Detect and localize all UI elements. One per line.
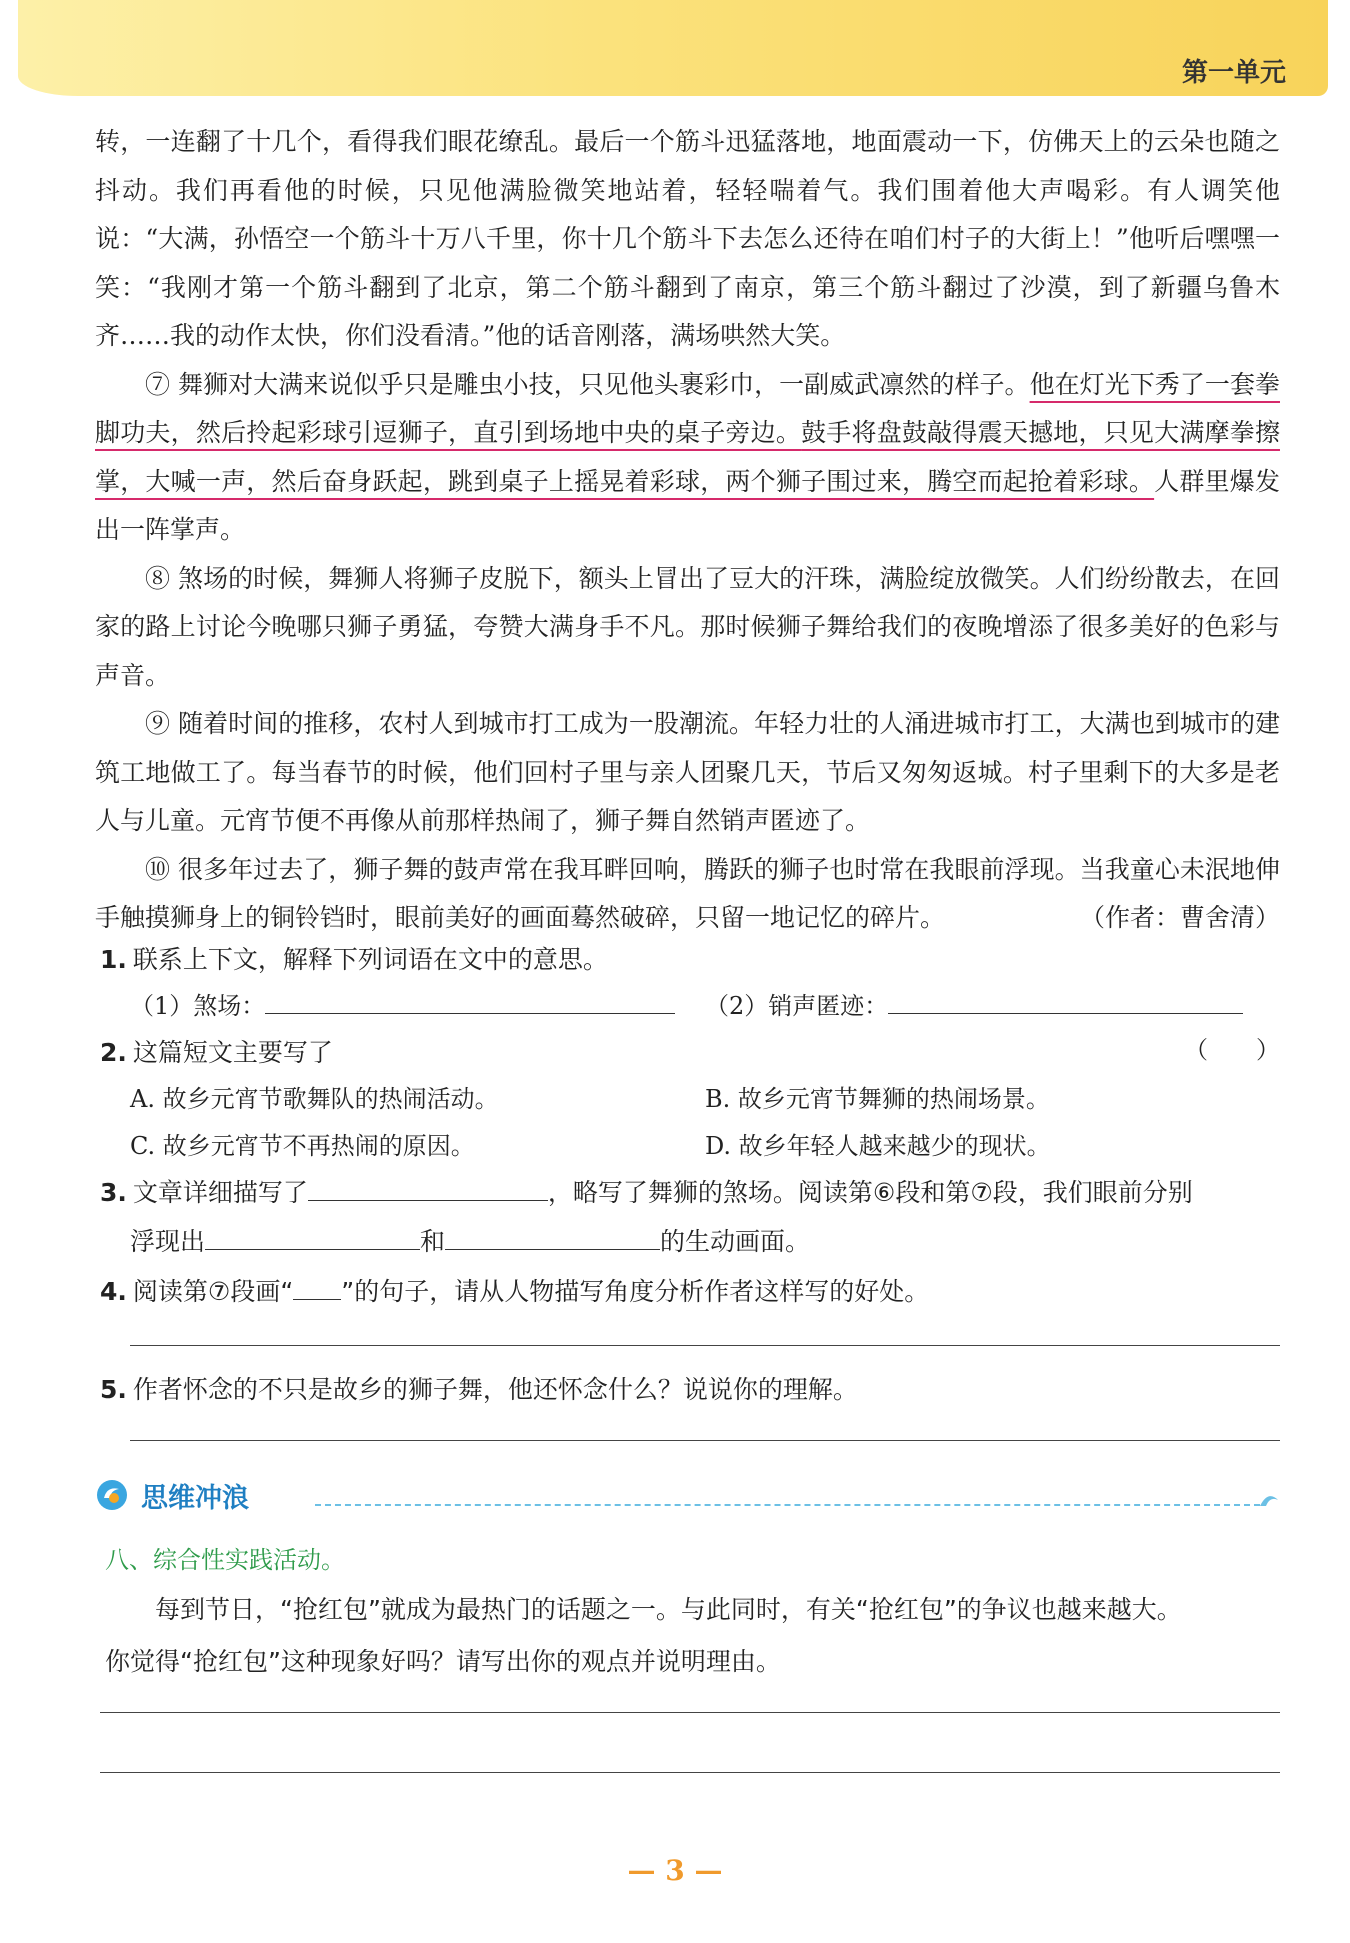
article-body bbox=[95, 118, 1280, 943]
paragraph-10 bbox=[95, 846, 1280, 943]
paragraph-continuation: 转，一连翻了十几个，看得我们眼花缭乱。最后一个筋斗迅猛落地，地面震动一下，仿佛天上的云朵也随之抖动。我们再看他的时候，只见他满脸微笑地站着，轻轻喘着气。我们围着他大声喝彩。有人调笑他说：“大满，孙悟空一个筋斗十万八千里，你十几个筋斗下去怎么还待在咱们村子的大街上！”他听后嘿嘿一笑：“我刚才第一个筋斗翻到了北京，第二个筋斗翻到了南京，第三个筋斗翻过了沙漠，到了新疆乌鲁木齐……我的动作太快，你们没看清。”他的话音刚落，满场哄然大笑。 bbox=[95, 127, 1280, 350]
author-credit: （作者：曹舍清） bbox=[1079, 903, 1280, 932]
paragraph-7 bbox=[95, 361, 1280, 555]
section-divider bbox=[315, 1504, 1260, 1506]
q5-number: 5. bbox=[100, 1375, 127, 1404]
q2-option-a[interactable]: A. 故乡元宵节歌舞队的热闹活动。 bbox=[130, 1085, 499, 1113]
page-number: — 3 — bbox=[627, 1854, 723, 1887]
p7-text: ⑦ 舞狮对大满来说似乎只是雕虫小技，只见他头裹彩巾，一副威武凛然的样子。 bbox=[145, 369, 1030, 399]
wave-icon bbox=[1258, 1486, 1280, 1508]
q3-blank-1[interactable] bbox=[308, 1174, 548, 1201]
q3-text-2: ，略写了舞狮的煞场。阅读第⑥段和第⑦段，我们眼前分别 bbox=[547, 1178, 1193, 1207]
question-4 bbox=[100, 1272, 929, 1308]
q1-a-label: （1）煞场： bbox=[130, 992, 266, 1020]
q3-text-3: 浮现出 bbox=[130, 1227, 206, 1256]
header-banner bbox=[18, 0, 1328, 96]
q3-blank-3[interactable] bbox=[445, 1223, 660, 1250]
activity-task bbox=[105, 1584, 1285, 1688]
q1-text: 联系上下文，解释下列词语在文中的意思。 bbox=[132, 945, 608, 974]
q1-a-blank[interactable] bbox=[265, 987, 675, 1014]
q4-underline-mark bbox=[293, 1273, 341, 1300]
section-title: 思维冲浪 bbox=[141, 1483, 249, 1514]
question-3 bbox=[100, 1173, 1193, 1209]
section-header bbox=[95, 1474, 1280, 1518]
paragraph-9: ⑨ 随着时间的推移，农村人到城市打工成为一股潮流。年轻力壮的人涌进城市打工，大满也到城市的建筑工地做工了。每当春节的时候，他们回村子里与亲人团聚几天，节后又匆匆返城。村子里剩下的大多是老人与儿童。元宵节便不再像从前那样热闹了，狮子舞自然销声匿迹了。 bbox=[95, 709, 1280, 835]
q3-text-1: 文章详细描写了 bbox=[132, 1178, 308, 1207]
q1-part-b bbox=[705, 986, 1243, 1021]
q2-number: 2. bbox=[100, 1038, 127, 1067]
question-3-cont bbox=[130, 1222, 810, 1258]
p10-text: ⑩ 很多年过去了，狮子舞的鼓声常在我耳畔回响，腾跃的狮子也时常在我眼前浮现。当我童心未泯地伸手触摸狮身上的铜铃铛时，眼前美好的画面蓦然破碎，只留一地记忆的碎片。 bbox=[95, 854, 1280, 932]
q4-text-1: 阅读第⑦段画“ bbox=[132, 1277, 294, 1306]
p7-end: 人群里爆发出一阵掌声。 bbox=[95, 466, 1280, 544]
q1-part-a bbox=[130, 986, 675, 1021]
q4-text-2: ”的句子，请从人物描写角度分析作者这样写的好处。 bbox=[341, 1277, 930, 1306]
q3-number: 3. bbox=[100, 1178, 127, 1207]
activity-heading: 八、综合性实践活动。 bbox=[105, 1546, 345, 1574]
activity-line-2: 你觉得“抢红包”这种现象好吗？请写出你的观点并说明理由。 bbox=[105, 1647, 781, 1676]
activity-line-1: 每到节日，“抢红包”就成为最热门的话题之一。与此同时，有关“抢红包”的争议也越来越大。 bbox=[155, 1595, 1182, 1624]
activity-answer-line-1[interactable] bbox=[100, 1712, 1280, 1713]
q5-answer-line[interactable] bbox=[130, 1440, 1280, 1441]
q2-option-d[interactable]: D. 故乡年轻人越来越少的现状。 bbox=[705, 1132, 1051, 1160]
q2-text: 这篇短文主要写了 bbox=[132, 1038, 333, 1067]
q4-answer-line[interactable] bbox=[130, 1345, 1280, 1346]
q2-option-c[interactable]: C. 故乡元宵节不再热闹的原因。 bbox=[130, 1132, 475, 1160]
q3-blank-2[interactable] bbox=[205, 1223, 420, 1250]
question-2 bbox=[100, 1033, 333, 1069]
q2-option-b[interactable]: B. 故乡元宵节舞狮的热闹场景。 bbox=[705, 1085, 1050, 1113]
question-5 bbox=[100, 1370, 858, 1406]
paragraph-8: ⑧ 煞场的时候，舞狮人将狮子皮脱下，额头上冒出了豆大的汗珠，满脸绽放微笑。人们纷纷散去，在回家的路上讨论今晚哪只狮子勇猛，夸赞大满身手不凡。那时候狮子舞给我们的夜晚增添了很多美好的色彩与声音。 bbox=[95, 563, 1280, 690]
q4-number: 4. bbox=[100, 1277, 127, 1306]
q2-answer-paren[interactable]: （ ） bbox=[1184, 1036, 1280, 1064]
q3-text-5: 的生动画面。 bbox=[660, 1227, 811, 1256]
p7-underlined-2: 鼓手将盘鼓敲得震天撼地，只见大满摩拳擦掌，大喊一声，然后奋身跃起，跳到桌子上摇晃着彩球，两个狮子围过来，腾空而起抢着彩球。 bbox=[95, 418, 1280, 496]
activity-answer-line-2[interactable] bbox=[100, 1772, 1280, 1773]
q1-b-label: （2）销声匿迹： bbox=[705, 992, 889, 1020]
q3-text-4: 和 bbox=[420, 1227, 446, 1256]
unit-label: 第一单元 bbox=[1181, 58, 1286, 88]
swirl-icon bbox=[95, 1478, 129, 1512]
p7-underlined-1: 他在灯光下秀了一套拳脚功夫，然后拎起彩球引逗狮子，直引到场地中央的桌子旁边。 bbox=[95, 369, 1280, 447]
q1-number: 1. bbox=[100, 945, 127, 974]
question-1 bbox=[100, 940, 608, 976]
q5-text: 作者怀念的不只是故乡的狮子舞，他还怀念什么？说说你的理解。 bbox=[132, 1375, 858, 1404]
q1-b-blank[interactable] bbox=[888, 987, 1243, 1014]
